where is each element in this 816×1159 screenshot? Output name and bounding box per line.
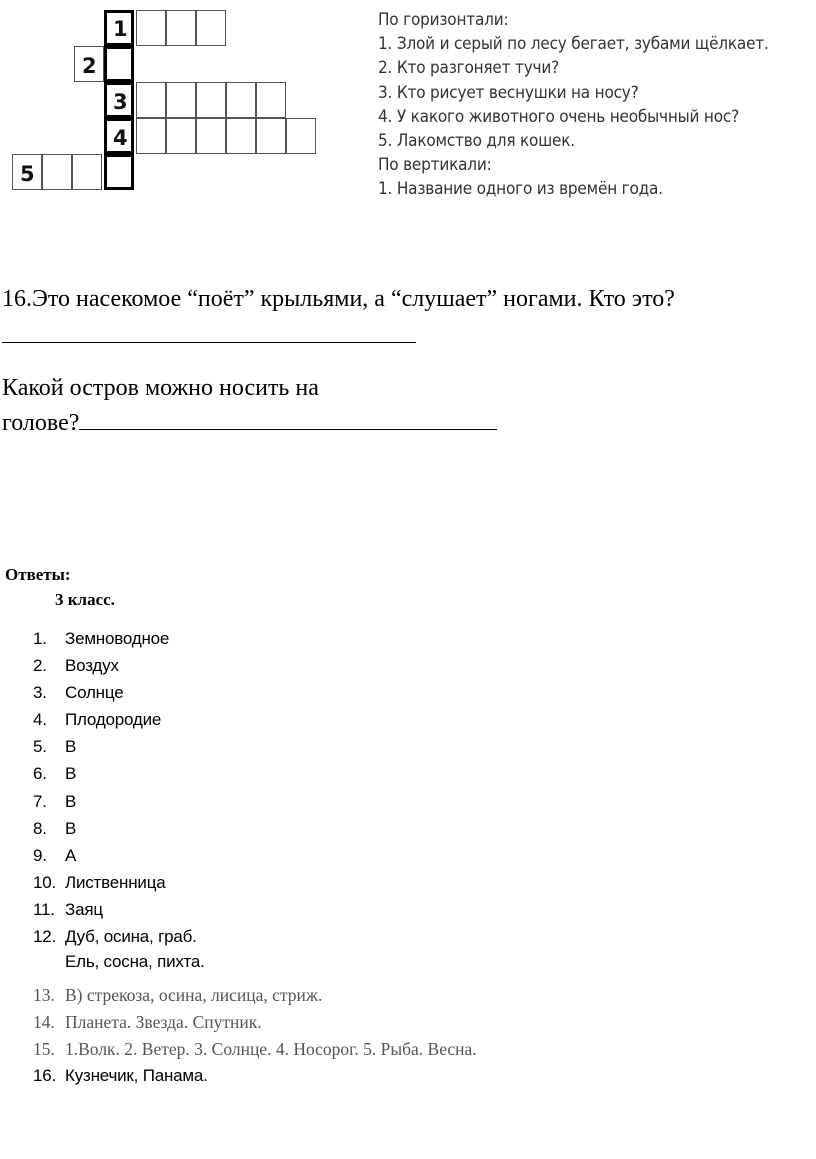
answer-text: Дуб, осина, граб. <box>65 927 197 947</box>
answer-number: 14. <box>33 1012 55 1033</box>
question-island-line1 <box>2 370 319 406</box>
horizontal-clue: 4. У какого животного очень необычный нос? <box>378 106 740 127</box>
vertical-clue: 1. Название одного из времён года. <box>378 179 663 200</box>
question-island-text: Какой остров можно носить на <box>2 375 319 401</box>
crossword-cell[interactable] <box>226 118 256 154</box>
answer-number: 8. <box>33 818 47 838</box>
answer-blank[interactable] <box>79 403 497 430</box>
answer-item <box>0 792 760 819</box>
horizontal-clue: 5. Лакомство для кошек. <box>378 130 575 151</box>
answer-text: Земноводное <box>65 629 170 648</box>
answer-item <box>0 873 760 900</box>
crossword-cell[interactable] <box>226 82 256 118</box>
answer-item <box>0 900 760 927</box>
crossword-number-2: 2 <box>82 54 97 78</box>
answer-item <box>0 710 760 737</box>
answer-item <box>0 629 760 656</box>
answer-number: 13. <box>33 985 55 1006</box>
crossword-number-1: 1 <box>113 17 128 41</box>
crossword-cell[interactable] <box>196 10 226 46</box>
answer-text: Заяц <box>65 899 103 919</box>
answer-text: Плодородие <box>65 710 162 730</box>
vertical-heading: По вертикали: <box>378 155 492 176</box>
answer-item <box>0 819 760 846</box>
answer-item <box>0 656 760 683</box>
crossword-cell[interactable] <box>136 82 166 118</box>
question-16-text: 16.Это насекомое “поёт” крыльями, а “слушает” ногами. Кто это? <box>2 286 675 312</box>
answer-number: 16. <box>33 1066 57 1086</box>
crossword-cell[interactable] <box>42 154 72 190</box>
answer-number: 11. <box>33 899 55 919</box>
answer-text: 1.Волк. 2. Ветер. 3. Солнце. 4. Носорог. 5. Рыба. Весна. <box>65 1039 477 1060</box>
answer-item <box>0 764 760 791</box>
answer-number: 4. <box>33 710 47 730</box>
answer-text: В <box>65 737 77 757</box>
answer-text: В) стрекоза, осина, лисица, стриж. <box>65 985 323 1006</box>
crossword-grid <box>0 0 340 200</box>
answer-item <box>0 737 760 764</box>
answer-number: 1. <box>33 629 47 648</box>
crossword-key-cell[interactable] <box>104 154 134 190</box>
crossword-number-3: 3 <box>113 90 128 114</box>
answer-item <box>0 683 760 710</box>
crossword-cell[interactable] <box>72 154 102 190</box>
answer-number: 6. <box>33 764 47 784</box>
question-island-line2 <box>2 403 497 441</box>
answer-text: Солнце <box>65 683 124 703</box>
answer-number: 12. <box>33 927 57 947</box>
crossword-cell[interactable] <box>166 10 196 46</box>
answer-number: 3. <box>33 683 47 703</box>
answer-number: 9. <box>33 845 47 865</box>
crossword-cell[interactable] <box>166 82 196 118</box>
answer-item <box>0 1066 760 1093</box>
answer-text: Кузнечик, Панама. <box>65 1066 208 1086</box>
answer-text: В <box>65 791 77 811</box>
answer-item <box>0 1012 760 1039</box>
horizontal-clue: 1. Злой и серый по лесу бегает, зубами щёлкает. <box>378 34 769 55</box>
answer-item <box>0 927 760 981</box>
crossword-number-5: 5 <box>20 162 35 186</box>
answers-list <box>0 629 760 1093</box>
answer-text-cont: Ель, сосна, пихта. <box>65 952 205 972</box>
horizontal-heading: По горизонтали: <box>378 10 509 30</box>
answers-class: 3 класс. <box>55 590 115 609</box>
answer-text: В <box>65 818 77 838</box>
answer-number: 5. <box>33 737 47 757</box>
answer-text: Планета. Звезда. Спутник. <box>65 1012 262 1033</box>
answer-item <box>0 846 760 873</box>
answer-item <box>0 1039 760 1066</box>
answer-text: Воздух <box>65 656 119 676</box>
crossword-cell[interactable] <box>166 118 196 154</box>
crossword-cell[interactable] <box>136 118 166 154</box>
crossword-cell[interactable] <box>196 82 226 118</box>
horizontal-clue: 2. Кто разгоняет тучи? <box>378 58 560 79</box>
horizontal-clue: 3. Кто рисует веснушки на носу? <box>378 82 639 103</box>
crossword-cell[interactable] <box>256 82 286 118</box>
answer-text: А <box>65 845 77 865</box>
answer-text: В <box>65 764 77 784</box>
question-16 <box>2 281 675 317</box>
answer-blank[interactable] <box>2 316 416 343</box>
crossword-cell[interactable] <box>286 118 316 154</box>
crossword-cell[interactable] <box>136 10 166 46</box>
crossword-clues <box>378 8 814 202</box>
crossword-cell[interactable] <box>196 118 226 154</box>
question-island-text-cont: голове? <box>2 410 80 436</box>
crossword-cell[interactable] <box>256 118 286 154</box>
answer-number: 7. <box>33 791 47 811</box>
answer-text: Лиственница <box>65 872 166 892</box>
answer-item <box>0 985 760 1012</box>
answers-heading: Ответы: <box>5 565 71 584</box>
answer-number: 10. <box>33 872 57 892</box>
answer-number: 2. <box>33 656 47 676</box>
crossword-number-4: 4 <box>113 126 128 150</box>
crossword-key-cell[interactable] <box>104 46 134 82</box>
answer-number: 15. <box>33 1039 55 1060</box>
question-16-answer-line[interactable] <box>2 316 416 354</box>
